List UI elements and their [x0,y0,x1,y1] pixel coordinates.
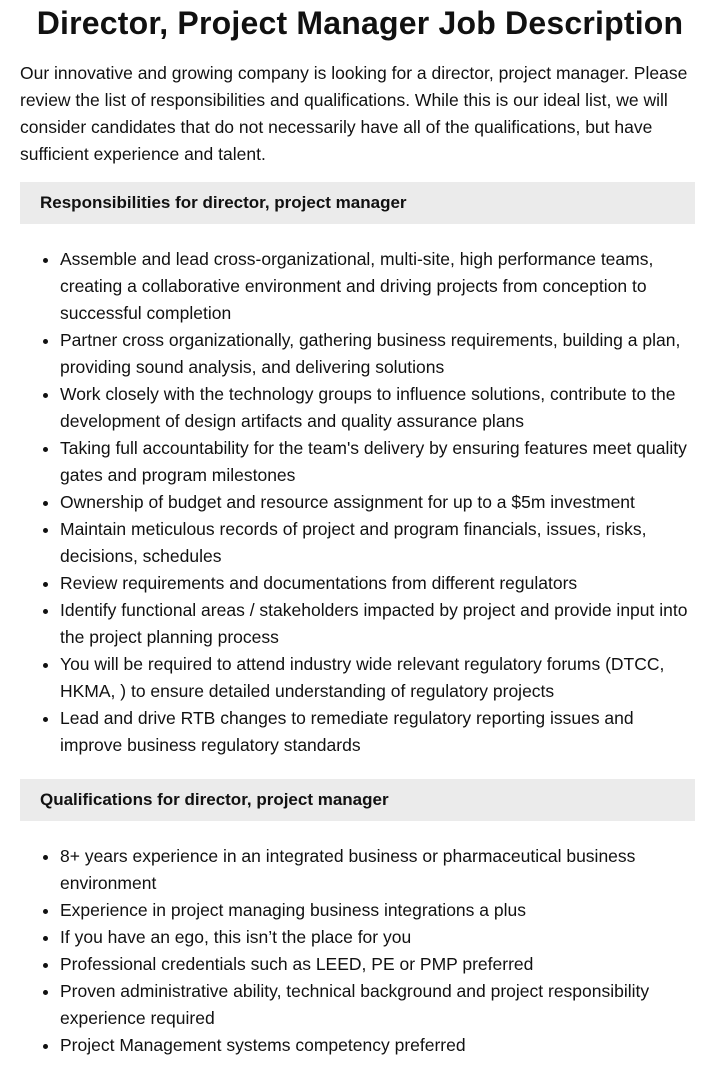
list-item: • Project Management systems competency preferred [60,1032,700,1059]
responsibilities-heading: Responsibilities for director, project manager [20,182,695,224]
qualifications-list [0,843,700,1059]
list-item: • Proven administrative ability, technical background and project responsibility experience required [60,978,700,1032]
list-item: • 8+ years experience in an integrated business or pharmaceutical business environment [60,843,700,897]
responsibilities-list [0,246,700,759]
list-item: • Professional credentials such as LEED, PE or PMP preferred [60,951,700,978]
list-item: • Maintain meticulous records of project and program financials, issues, risks, decisions, schedules [60,516,700,570]
list-item: • You will be required to attend industry wide relevant regulatory forums (DTCC, HKMA, ) to ensure detailed understanding of regulatory projects [60,651,700,705]
list-item: • Experience in project managing business integrations a plus [60,897,700,924]
list-item: • Partner cross organizationally, gathering business requirements, building a plan, providing sound analysis, and delivering solutions [60,327,700,381]
qualifications-heading: Qualifications for director, project manager [20,779,695,821]
page-title: Director, Project Manager Job Description [36,5,684,41]
list-item: • Ownership of budget and resource assignment for up to a $5m investment [60,489,700,516]
list-item: • Taking full accountability for the team's delivery by ensuring features meet quality gates and program milestones [60,435,700,489]
list-item: • Identify functional areas / stakeholders impacted by project and provide input into the project planning process [60,597,700,651]
list-item: • If you have an ego, this isn’t the place for you [60,924,700,951]
list-item: • Work closely with the technology groups to influence solutions, contribute to the development of design artifacts and quality assurance plans [60,381,700,435]
intro-paragraph: Our innovative and growing company is looking for a director, project manager. Please review the list of responsibilities and qualifications. While this is our ideal list, we will consider candidates that do not necessarily have all of the qualifications, but have sufficient experience and talent. [20,63,688,164]
list-item: • Lead and drive RTB changes to remediate regulatory reporting issues and improve business regulatory standards [60,705,700,759]
list-item: • Review requirements and documentations from different regulators [60,570,700,597]
list-item: • Assemble and lead cross-organizational, multi-site, high performance teams, creating a collaborative environment and driving projects from conception to successful completion [60,246,700,327]
